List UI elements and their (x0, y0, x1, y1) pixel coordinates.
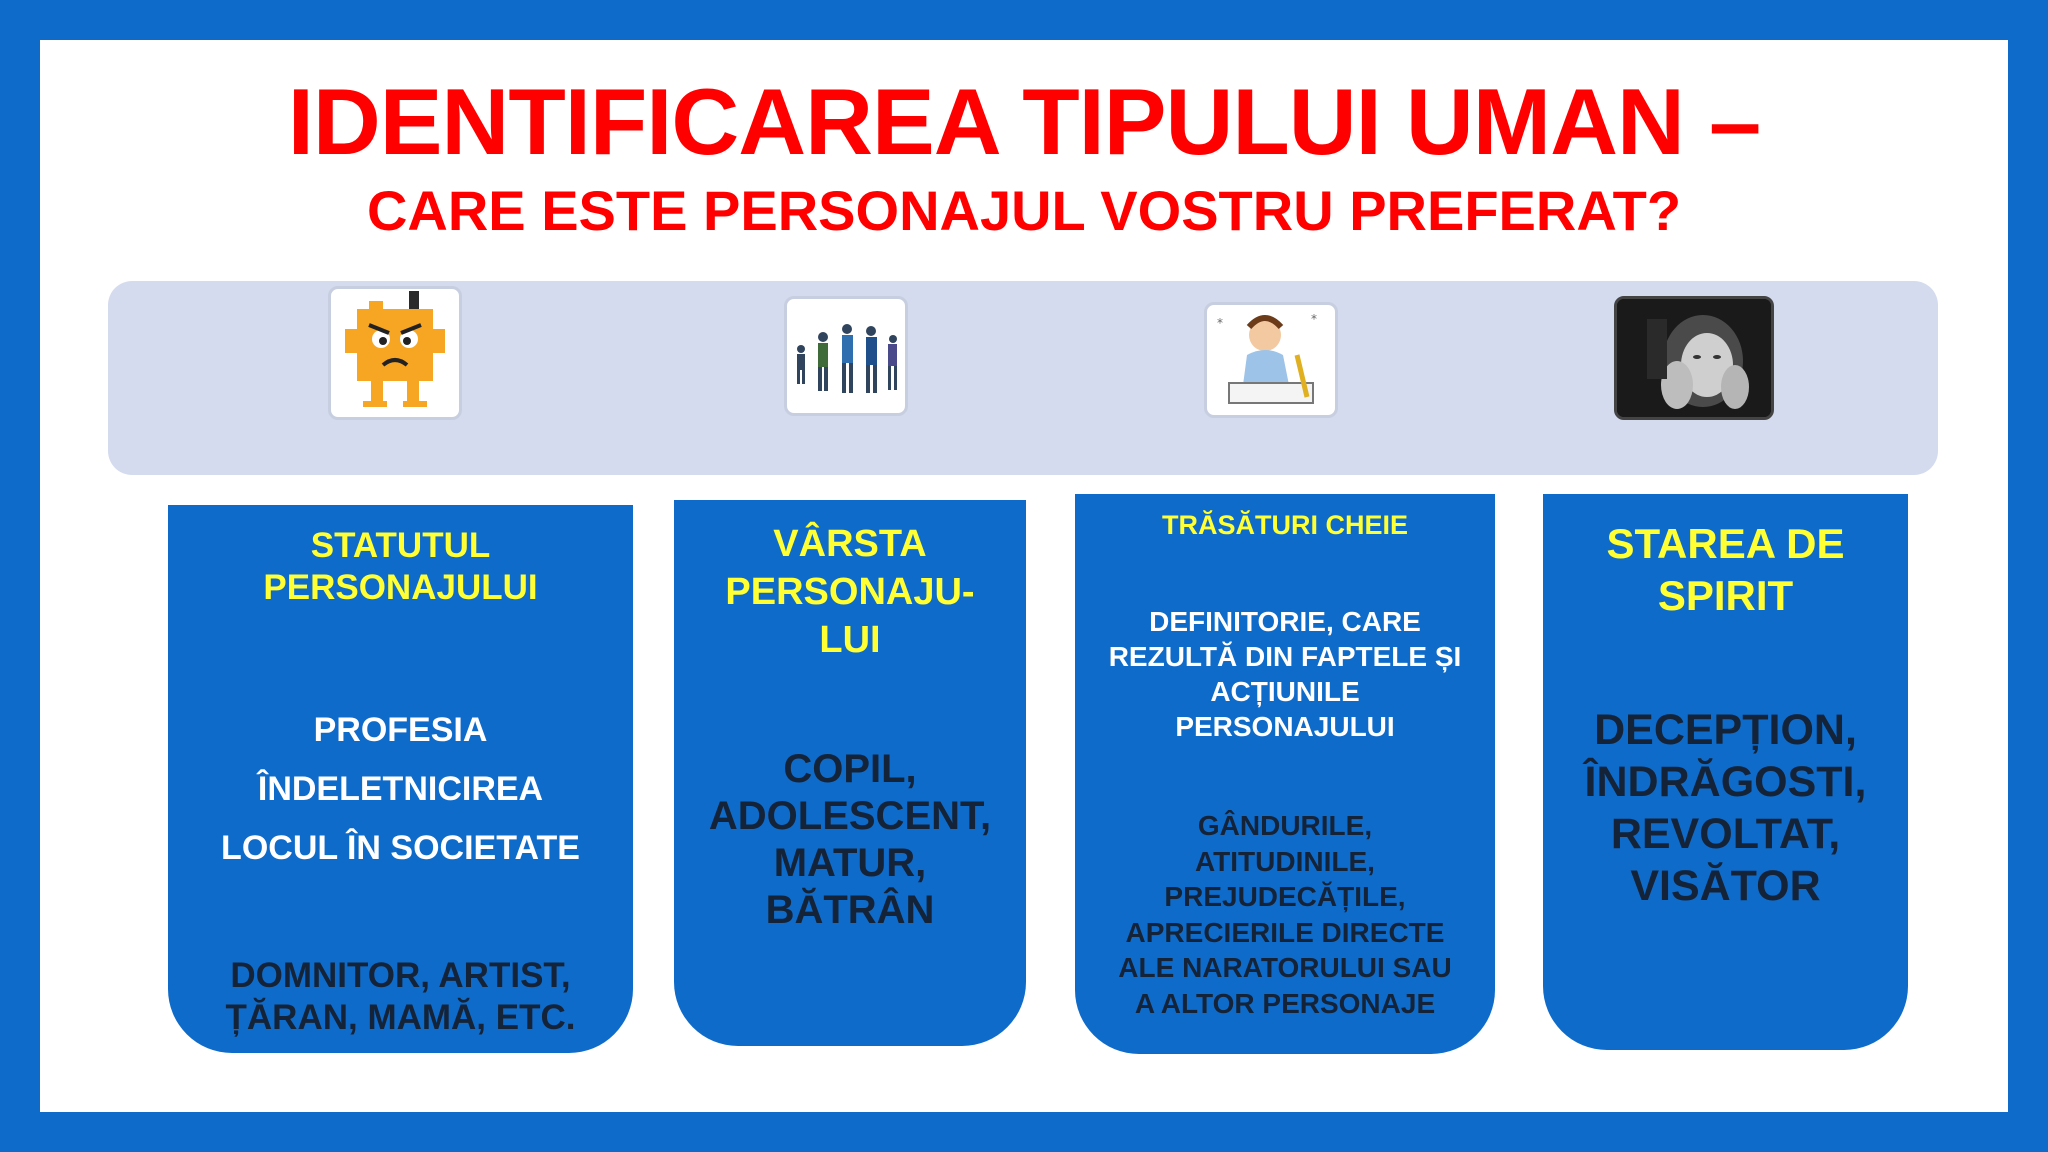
card-title (1543, 518, 1908, 622)
card-example: ATITUDINILE, (1195, 845, 1375, 877)
card-example: REVOLTAT, (1610, 810, 1841, 858)
card-title-line: TRĂSĂTURI CHEIE (1161, 510, 1408, 540)
card-item: PROFESIA (313, 711, 488, 749)
card-example: ADOLESCENT, (708, 794, 992, 838)
card-item: ÎNDELETNICIREA (257, 770, 544, 808)
slide-title: IDENTIFICAREA TIPULUI UMAN – (287, 69, 1761, 174)
card-title-line: SPIRIT (1657, 572, 1794, 619)
card-title (674, 520, 1026, 664)
dreaming-girl-photo-icon (1614, 296, 1774, 420)
card-example: DOMNITOR, ARTIST, (230, 956, 571, 995)
card-description-line: REZULTĂ DIN FAPTELE ȘI (1108, 641, 1462, 672)
card-title-line: LUI (819, 619, 881, 661)
svg-text:*: * (1217, 316, 1223, 330)
card-example: MATUR, (773, 841, 927, 885)
card-item: LOCUL ÎN SOCIETATE (221, 829, 580, 867)
card-examples (168, 955, 633, 1039)
card-character-age (674, 500, 1026, 1046)
card-title-line: STAREA DE (1606, 520, 1845, 567)
card-examples (674, 746, 1026, 934)
card-example: ȚĂRAN, MAMĂ, ETC. (225, 998, 576, 1037)
card-items (168, 701, 633, 878)
card-description (1075, 604, 1495, 744)
people-walking-icon (784, 296, 908, 416)
angry-cartoon-character-icon (328, 286, 462, 420)
card-title (1075, 508, 1495, 542)
card-character-status (168, 505, 633, 1053)
slide (40, 40, 2008, 1112)
card-examples (1543, 704, 1908, 912)
card-example: DECEPȚION, (1594, 706, 1857, 754)
card-title-line: PERSONAJU- (725, 571, 975, 613)
card-example: APRECIERILE DIRECTE (1125, 916, 1445, 948)
svg-text:*: * (1311, 312, 1317, 326)
card-description-line: DEFINITORIE, CARE (1149, 606, 1421, 637)
card-title (168, 525, 633, 609)
card-title-line: PERSONAJULUI (263, 568, 538, 607)
slide-subtitle: CARE ESTE PERSONAJUL VOSTRU PREFERAT? (366, 179, 1682, 242)
card-example: ÎNDRĂGOSTI, (1584, 758, 1867, 806)
card-example: A ALTOR PERSONAJE (1134, 987, 1436, 1019)
card-description-line: ACȚIUNILE (1210, 676, 1360, 707)
card-state-of-mind (1543, 494, 1908, 1050)
card-key-traits (1075, 494, 1495, 1054)
card-example: COPIL, (783, 747, 917, 791)
card-title-line: STATUTUL (310, 526, 491, 565)
card-example: ALE NARATORULUI SAU (1118, 952, 1452, 983)
card-example: VISĂTOR (1630, 862, 1821, 910)
card-example: PREJUDECĂȚILE, (1164, 881, 1406, 912)
writer-thinking-icon (1204, 302, 1338, 418)
card-examples (1075, 808, 1495, 1021)
card-description-line: PERSONAJULUI (1175, 711, 1395, 742)
card-title-line: VÂRSTA (773, 523, 927, 565)
card-example: BĂTRÂN (765, 888, 935, 932)
card-example: GÂNDURILE, (1197, 810, 1373, 841)
